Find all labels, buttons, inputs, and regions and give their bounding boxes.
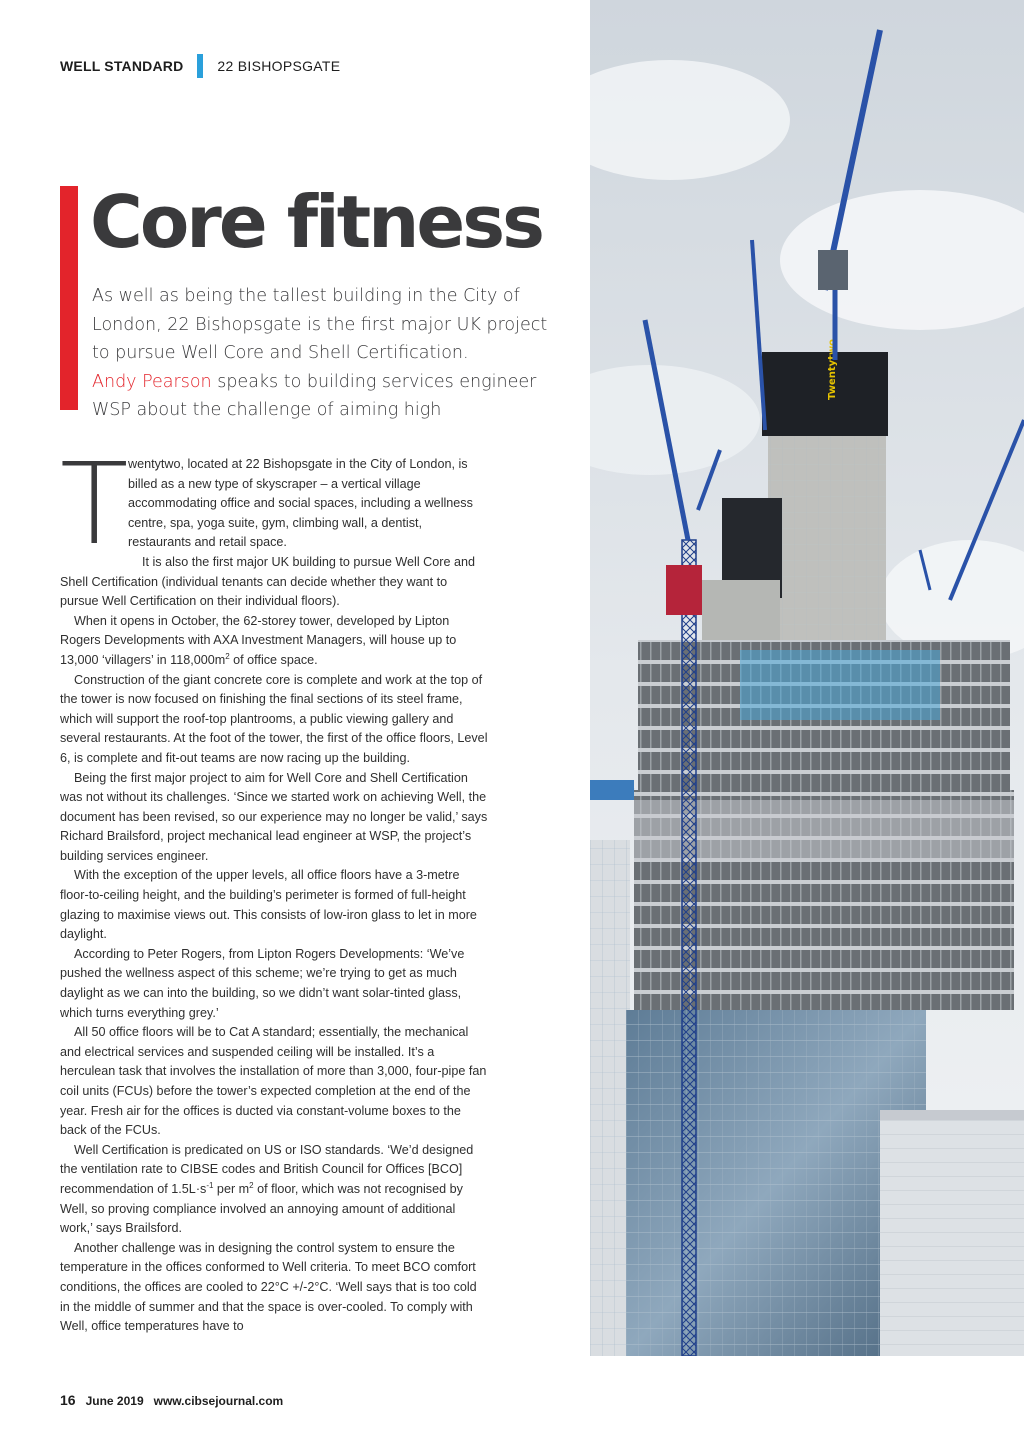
headline-accent-bar [60, 186, 78, 410]
article-body [60, 440, 488, 1337]
paragraph-3-text: When it opens in October, the 62-storey tower, developed by Lipton Rogers Developments with AXA Investment Managers, will house up to 13,000 ‘villagers’ in 118,000m [60, 613, 457, 667]
paragraph-9 [60, 1141, 488, 1239]
paragraph-6: With the exception of the upper levels, all office floors have a 3-metre floor-to-ceiling height, and the building’s perimeter is formed of full-height glazing to maximise views out. This consists of low-iron glass to let in more daylight. [60, 868, 477, 942]
page-number: 16 [60, 1392, 76, 1408]
drop-cap: T [60, 440, 129, 570]
website-link[interactable]: www.cibsejournal.com [153, 1394, 284, 1408]
paragraph-7: According to Peter Rogers, from Lipton Rogers Developments: ‘We’ve pushed the wellness aspect of this scheme; we’re trying to get as much daylight as we can into the building, so we didn’t want solar-tinted glass, which turns everything grey.’ [60, 946, 465, 1020]
paragraph-9-mid: per m [213, 1181, 250, 1196]
paragraph-2: It is also the first major UK building to pursue Well Core and Shell Certification (individual tenants can decide whether they want to pursue Well Certification on their individual floors). [60, 554, 475, 609]
page-footer [60, 1392, 283, 1408]
tower-photo [590, 0, 1024, 1356]
author-name: Andy Pearson [92, 371, 212, 392]
section-label: WELL STANDARD [60, 58, 184, 74]
standfirst-tail: speaks to building services engineer WSP about the challenge of aiming high [92, 371, 537, 420]
subsection-label: 22 BISHOPSGATE [217, 58, 341, 74]
tower-photo-illustration [590, 0, 1024, 1356]
standfirst-main: As well as being the tallest building in the City of London, 22 Bishopsgate is the first major UK project to pursue Well Core and Shell Certification. [92, 286, 548, 363]
standfirst [92, 282, 552, 425]
paragraph-1 [60, 440, 488, 570]
section-divider [197, 54, 203, 78]
paragraph-8: All 50 office floors will be to Cat A standard; essentially, the mechanical and electrical services and suspended ceiling will be installed. It’s a herculean task that involves the installation of more than 3,000, four-pipe fan coil units (FCUs) before the tower’s expected completion at the end of the year. Fresh air for the offices is ducted via constant-volume boxes to the back of the FCUs. [60, 1025, 487, 1138]
article-title: Core fitness [90, 180, 542, 264]
paragraph-3-tail: of office space. [229, 652, 318, 667]
issue-date: June 2019 [85, 1394, 144, 1408]
section-tag [60, 55, 340, 77]
paragraph-9-text: Well Certification is predicated on US or ISO standards. ‘We’d designed the ventilation rate to CIBSE codes and British Council for Offices [BCO] recommendation of 1.5L·s [60, 1142, 474, 1196]
superscript: -1 [206, 1180, 214, 1190]
superscript: 2 [225, 651, 230, 661]
paragraph-1-text: wentytwo, located at 22 Bishopsgate in the City of London, is billed as a new type of skyscraper – a vertical village accommodating office and social spaces, including a wellness centre, spa, yoga suite, gym, climbing wall, a dentist, restaurants and retail space. [128, 457, 473, 550]
paragraph-10: Another challenge was in designing the control system to ensure the temperature in the offices conformed to Well criteria. To meet BCO comfort conditions, the offices are cooled to 22°C +/-2°C. ‘Well says that is too cold in the middle of summer and that the space is over-cooled. To comply with Well, office temperatures have to [60, 1240, 477, 1334]
paragraph-4: Construction of the giant concrete core is complete and work at the top of the tower is now focused on finishing the final sections of its steel frame, which will support the roof-top plantrooms, a public viewing gallery and several restaurants. At the foot of the tower, the first of the office floors, Level 6, is complete and fit-out teams are now racing up the building. [60, 672, 488, 765]
paragraph-5: Being the first major project to aim for Well Core and Shell Certification was not without its challenges. ‘Since we started work on achieving Well, the document has been revised, so our experience may no longer be valid,’ says Richard Brailsford, project mechanical lead engineer at WSP, the project’s building services engineer. [60, 770, 488, 863]
superscript: 2 [249, 1180, 254, 1190]
paragraph-9-tail: of floor, which was not recognised by Well, so proving compliance involved an annoying amount of additional work,’ says Brailsford. [60, 1181, 463, 1236]
paragraph-3 [60, 612, 488, 671]
hoarding-text: Twentytwo [827, 338, 838, 400]
